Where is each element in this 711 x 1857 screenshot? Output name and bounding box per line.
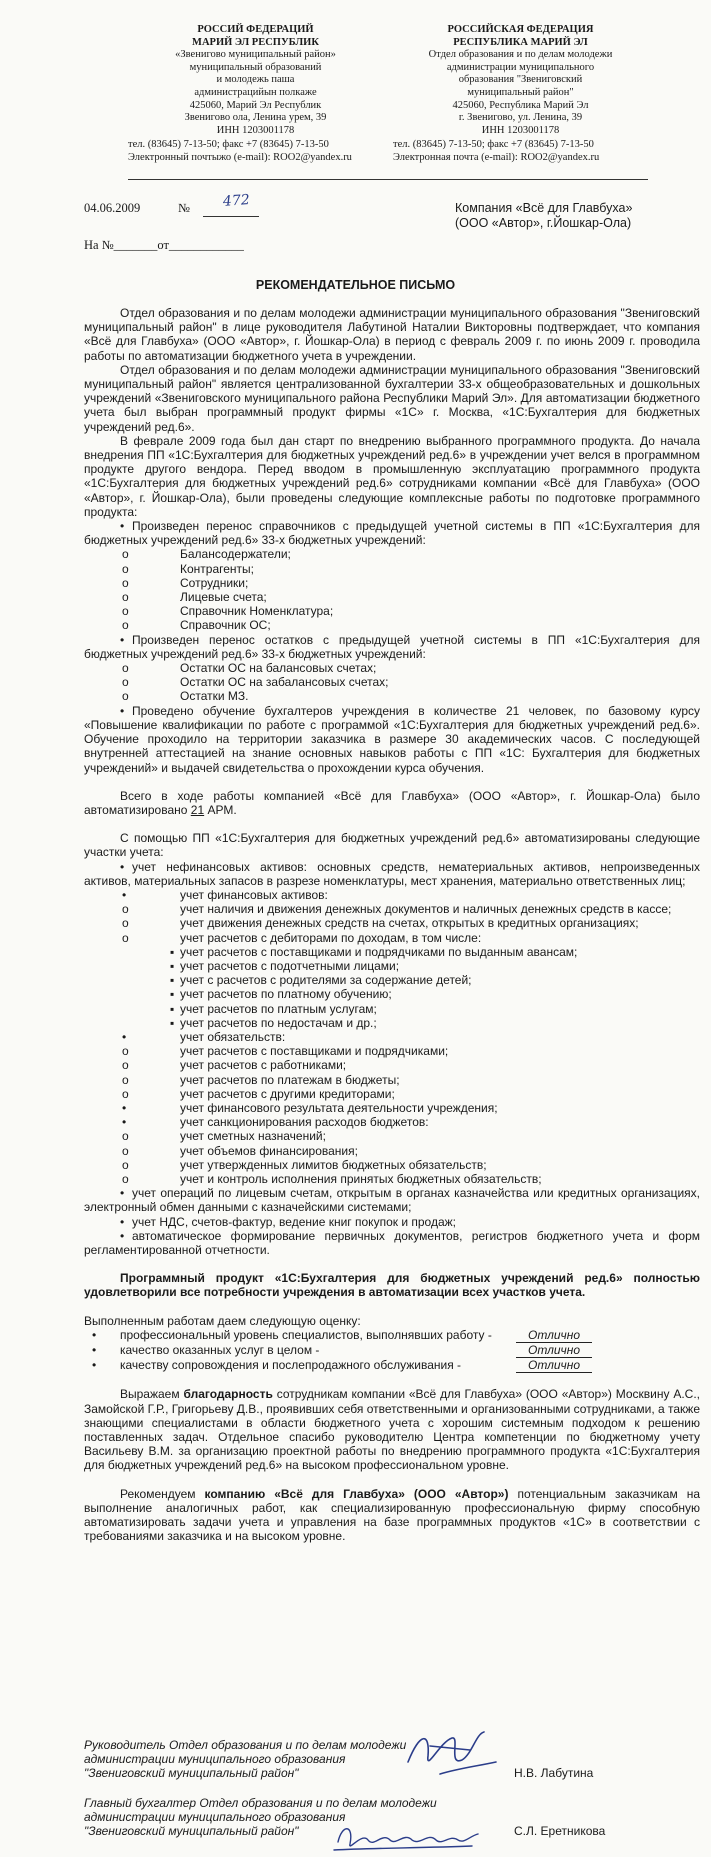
work-subitem-text: Сотрудники; (180, 575, 249, 590)
spacer (84, 1473, 700, 1487)
letterhead-left-line: администрацийын полкаже (194, 86, 317, 98)
rating-row (84, 1343, 700, 1358)
recipient-line-2: (ООО «Автор», г.Йошкар-Ола) (455, 216, 632, 230)
letterhead-left-line: ИНН 1203001178 (216, 124, 295, 136)
spacer (84, 1257, 700, 1271)
automated-area-item (84, 1030, 700, 1044)
automated-area-item (84, 860, 700, 888)
letterhead-right-line: ИНН 1203001178 (481, 124, 560, 136)
work-subitem (84, 547, 700, 561)
work-item (84, 633, 700, 661)
automated-area-text: учет расчетов по платным услугам; (180, 1001, 377, 1016)
signature-accountant-line-3: "Звениговский муниципальный район" (84, 1824, 299, 1839)
square-bullet-icon: ▪ (170, 944, 175, 959)
bullet-icon: • (92, 1343, 97, 1358)
work-item (84, 704, 700, 775)
work-subitem-text: Справочник ОС; (180, 618, 271, 633)
number-label: № (178, 201, 190, 215)
spacer (84, 817, 700, 831)
spacer (84, 1373, 700, 1387)
bullet-icon: • (120, 519, 125, 534)
circle-bullet-icon: o (122, 561, 129, 576)
rating-value: Отлично (516, 1358, 592, 1373)
rating-label (84, 1328, 510, 1343)
automated-area-item (84, 1101, 700, 1115)
square-bullet-icon: ▪ (170, 973, 175, 988)
recipient-block (455, 201, 632, 231)
automated-area-text: учет операций по лицевым счетам, открытым в органах казначейства или кредитных организациях, электронный обмен данными с казначейскими системами; (84, 1186, 700, 1215)
circle-bullet-icon: o (122, 1157, 129, 1172)
work-subitem-text: Лицевые счета; (180, 590, 267, 605)
bullet-icon: • (120, 1214, 125, 1229)
circle-bullet-icon: o (122, 1044, 129, 1059)
letterhead-right-phone: тел. (83645) 7-13-50; факс +7 (83645) 7-13-50 (393, 139, 594, 151)
circle-bullet-icon: o (122, 590, 129, 605)
recommend-bold: компанию «Всё для Главбуха» (ООО «Автор») (204, 1486, 509, 1501)
work-subitem-text: Остатки ОС на балансовых счетах; (180, 661, 377, 676)
signature-director-line-2: администрации муниципального образования (84, 1752, 346, 1767)
circle-bullet-icon: o (122, 1171, 129, 1186)
thanks-post: сотрудникам компании «Всё для Главбуха» (ООО «Автор») Москвину А.С., Замойской Г.Р., Григорьеву Д.В., проявивших себя ответственными и организованными сотрудниками, а также знающими специалистами в области бюджетного учета с хорошим системным подходом к решению поставленных задач. Отдельное спасибо руководителю Центра компетенции по бюджетному учету Васильеву В.М. за организацию проектной работы по внедрению программного продукта «1С:Бухгалтерия для бюджетных учреждений ред.6» на высоком профессиональном уровне. (84, 1387, 701, 1473)
letterhead-left-lines (128, 24, 383, 137)
work-subitem-text: Контрагенты; (180, 561, 255, 576)
work-subitem-text: Справочник Номенклатура; (180, 604, 334, 619)
circle-bullet-icon: o (122, 675, 129, 690)
automated-area-text: учет сметных назначений; (180, 1129, 326, 1144)
automated-area-item (84, 1044, 700, 1058)
rating-label-text: профессиональный уровень специалистов, выполнявших работу - (120, 1327, 492, 1342)
bullet-icon: • (122, 1029, 127, 1044)
work-item-text: Проведено обучение бухгалтеров учреждения в количестве 21 человек, по базовому курсу «Повышение квалификации по работе с программой «1С:Бухгалтерия для бюджетных учреждений ред.6». Обучение проходило на территории заказчика в размере 30 академических часов. С последующей внутренней аттестацией на знание основных навыков работы с ПП «1С: Бухгалтерия для бюджетных учреждений» и выдачей свидетельства о прохождении курса обучения. (84, 703, 700, 775)
automated-area-item (84, 931, 700, 945)
bullet-icon: • (122, 1115, 127, 1130)
circle-bullet-icon: o (122, 689, 129, 704)
rating-label-text: качество оказанных услуг в целом - (120, 1343, 320, 1358)
letterhead-right-line: администрации муниципального (446, 61, 595, 73)
letterhead-left-line: и молодежь паша (216, 74, 295, 86)
automated-area-text: учет санкционирования расходов бюджетов: (180, 1115, 429, 1130)
total-count: 21 (190, 802, 205, 817)
work-subitem (84, 618, 700, 632)
rating-label (84, 1358, 510, 1373)
paragraph-intro-3: В феврале 2009 года был дан старт по внедрению выбранного программного продукта. До начала внедрения ПП «1С:Бухгалтерия для бюджетных учреждений ред.6» в учреждении учет велся в программном продукте другого вендора. Перед вводом в промышленную эксплуатацию программного продукта «1С:Бухгалтерия для бюджетных учреждений ред.6» сотрудниками компании «Всё для Главбуха» (ООО «Автор», г. Йошкар-Ола), были проведены следующие комплексные работы по подготовке программного продукта: (84, 433, 700, 519)
handwritten-signature-accountant (332, 1818, 482, 1856)
automated-area-item (84, 1186, 700, 1214)
automated-area-text: учет с расчетов с родителями за содержание детей; (180, 973, 472, 988)
letterhead-left-line: Звенигово ола, Ленина урем, 39 (184, 112, 327, 124)
automated-area-text: учет движения денежных средств на счетах, открытых в кредитных организациях; (180, 916, 639, 931)
automated-area-item (84, 1144, 700, 1158)
paragraph-auto-intro: С помощью ПП «1С:Бухгалтерия для бюджетных учреждений ред.6» автоматизированы следующие участки учета: (84, 831, 700, 860)
recommend-pre: Рекомендуем (120, 1486, 205, 1501)
square-bullet-icon: ▪ (170, 1015, 175, 1030)
circle-bullet-icon: o (122, 575, 129, 590)
automated-area-text: учет расчетов с поставщиками и подрядчиками по выданным авансам; (180, 944, 578, 959)
bullet-icon: • (120, 859, 125, 874)
bullet-icon: • (92, 1327, 97, 1342)
automated-area-text: учет расчетов с поставщиками и подрядчиками; (180, 1044, 449, 1059)
letterhead-left-line: РОССИЙ ФЕДЕРАЦИЙ (197, 24, 314, 35)
circle-bullet-icon: o (122, 547, 129, 562)
letterhead-left-email: Электронный почтыжо (e-mail): ROO2@yandex.ru (128, 151, 352, 163)
bullet-icon: • (120, 1186, 125, 1201)
circle-bullet-icon: o (122, 1058, 129, 1073)
circle-bullet-icon: o (122, 930, 129, 945)
works-list (84, 519, 700, 775)
automated-area-item (84, 1172, 700, 1186)
letterhead-divider (128, 179, 648, 180)
automated-area-text: учет расчетов с другими кредиторами; (180, 1086, 395, 1101)
spacer (84, 1300, 700, 1314)
circle-bullet-icon: o (122, 604, 129, 619)
work-subitem (84, 604, 700, 618)
signature-director-line-1: Руководитель Отдел образования и по делам молодежи (84, 1738, 407, 1752)
signature-director-line-3: "Звениговский муниципальный район" (84, 1766, 299, 1781)
automated-area-item (84, 1087, 700, 1101)
letterhead-right-line: 425060, Республика Марий Эл (452, 99, 589, 111)
work-subitem-text: Остатки ОС на забалансовых счетах; (180, 675, 389, 690)
letterhead-left-phone: тел. (83645) 7-13-50; факс +7 (83645) 7-13-50 (128, 139, 329, 151)
automated-area-text: учет расчетов по платному обучению; (180, 987, 392, 1002)
automated-area-text: учет НДС, счетов-фактур, ведение книг покупок и продаж; (132, 1214, 456, 1229)
automated-area-item (84, 1229, 700, 1257)
rating-value: Отлично (516, 1343, 592, 1358)
letterhead-right-line: РЕСПУБЛИКА МАРИЙ ЭЛ (453, 36, 588, 48)
letter-body (84, 306, 700, 1543)
square-bullet-icon: ▪ (170, 1001, 175, 1016)
paragraph-conclusion: Программный продукт «1С:Бухгалтерия для бюджетных учреждений ред.6» полностью удовлетворили все потребности учреждения в автоматизации всех участков учета. (84, 1271, 700, 1300)
automated-area-text: учет нефинансовых активов: основных средств, нематериальных активов, непроизведенных активов, материальных запасов в разрезе номенклатуры, мест хранения, материально ответственных лиц; (84, 859, 700, 888)
circle-bullet-icon: o (122, 1129, 129, 1144)
automated-area-item (84, 888, 700, 902)
letterhead-right-line: образования "Звениговский (458, 74, 583, 86)
thanks-pre: Выражаем (120, 1387, 184, 1402)
signature-director (84, 1738, 704, 1781)
paragraph-recommend (84, 1487, 700, 1544)
automated-area-item (84, 1215, 700, 1229)
letterhead-right (393, 24, 648, 165)
bullet-icon: • (122, 887, 127, 902)
letterhead-left-line: «Звенигово муниципальный район» (175, 49, 336, 61)
automated-area-item (84, 1129, 700, 1143)
paragraph-intro-2: Отдел образования и по делам молодежи администрации муниципального образования "Звениговский муниципальный район" является централизованной бухгалтерии 33-х общеобразовательных и дошкольных учреждений «Звениговского муниципального района Республики Марий Эл». Для автоматизации бюджетного учета был выбран программный продукт фирмы «1С» г. Москва, «1С:Бухгалтерия для бюджетных учреждений ред.6». (84, 362, 700, 434)
recommend-post: потенциальным заказчикам на выполнение аналогичных работ, как специализированную профессиональную фирму способную автоматизировать задачи учета и управления на базе программных продуктов «1С» в соответствии с требованиями заказчика и на высоком уровне. (84, 1486, 700, 1544)
thanks-bold: благодарность (183, 1387, 273, 1402)
square-bullet-icon: ▪ (170, 987, 175, 1002)
automated-area-item (84, 1016, 700, 1030)
signature-accountant-name: С.Л. Еретникова (514, 1824, 606, 1838)
automated-area-item (84, 973, 700, 987)
automated-area-text: учет обязательств: (180, 1029, 286, 1044)
document-title: РЕКОМЕНДАТЕЛЬНОЕ ПИСЬМО (255, 278, 456, 292)
bullet-icon: • (120, 632, 125, 647)
automated-area-text: учет финансовых активов: (180, 887, 328, 902)
automated-area-text: учет расчетов по недостачам и др.; (180, 1015, 377, 1030)
paragraph-intro-1: Отдел образования и по делам молодежи администрации муниципального образования "Звениговский муниципальный район" в лице руководителя Лабутиной Наталии Викторовны подтверждает, что компания «Всё для Главбуха» (ООО «Автор», г. Йошкар-Ола) в период с февраль 2009 г. по июнь 2009 г. проводила работы по автоматизации бюджетного учета в учреждении. (84, 306, 700, 363)
automated-area-text: учет наличия и движения денежных документов и наличных денежных средств в кассе; (180, 902, 672, 917)
letterhead-right-email: Электронная почта (e-mail): ROO2@yandex.ru (393, 151, 600, 163)
reference-line: На №_______от____________ (84, 238, 244, 252)
work-item (84, 519, 700, 547)
letterhead-left-line: МАРИЙ ЭЛ РЕСПУБЛИК (192, 36, 319, 48)
letter-date: 04.06.2009 (84, 201, 141, 215)
automated-area-text: учет расчетов с дебиторами по доходам, в том числе: (180, 930, 482, 945)
rating-row (84, 1328, 700, 1343)
automated-area-text: учет расчетов по платежам в бюджеты; (180, 1072, 400, 1087)
circle-bullet-icon: o (122, 1143, 129, 1158)
letterhead-right-line: муниципальный район" (467, 86, 574, 98)
signature-accountant-line-2: администрации муниципального образования (84, 1810, 346, 1825)
bullet-icon: • (120, 703, 125, 718)
circle-bullet-icon: o (122, 902, 129, 917)
signature-accountant-line-1: Главный бухгалтер Отдел образования и по делам молодежи (84, 1796, 437, 1810)
circle-bullet-icon: o (122, 661, 129, 676)
work-subitem (84, 689, 700, 703)
letterhead-right-lines (393, 24, 648, 137)
letterhead-left-line: 425060, Марий Эл Республик (189, 99, 322, 111)
square-bullet-icon: ▪ (170, 958, 175, 973)
work-item-text: Произведен перенос остатков с предыдущей учетной системы в ПП «1С:Бухгалтерия для бюджетных учреждений ред.6» 33-х бюджетных учреждений: (84, 632, 700, 661)
automated-area-text: учет утвержденных лимитов бюджетных обязательств; (180, 1157, 487, 1172)
bullet-icon: • (122, 1100, 127, 1115)
registration-underline (203, 216, 259, 217)
paragraph-thanks (84, 1387, 700, 1472)
automated-area-text: автоматическое формирование первичных документов, регистров бюджетного учета и форм регламентированной отчетности. (84, 1228, 700, 1257)
rating-intro: Выполненным работам даем следующую оценку: (84, 1313, 361, 1328)
work-subitem-text: Остатки МЗ. (180, 689, 249, 704)
letterhead (128, 24, 648, 165)
automated-area-text: учет расчетов с работниками; (180, 1058, 347, 1073)
circle-bullet-icon: o (122, 1086, 129, 1101)
automated-area-item (84, 945, 700, 959)
total-text-before: Всего в ходе работы компанией «Всё для Главбуха» (ООО «Автор», г. Йошкар-Ола) было автоматизировано (84, 788, 700, 817)
rating-value: Отлично (516, 1328, 592, 1343)
automated-areas-list (84, 860, 700, 1258)
rating-row (84, 1358, 700, 1373)
work-subitem (84, 675, 700, 689)
work-subitem (84, 590, 700, 604)
circle-bullet-icon: o (122, 1072, 129, 1087)
letterhead-right-line: Отдел образования и по делам молодежи (428, 49, 613, 61)
work-item-text: Произведен перенос справочников с предыдущей учетной системы в ПП «1С:Бухгалтерия для бюджетных учреждений ред.6» 33-х бюджетных учреждений: (84, 519, 700, 548)
automated-area-text: учет расчетов с подотчетными лицами; (180, 958, 400, 973)
work-subitem (84, 576, 700, 590)
letterhead-right-line: РОССИЙСКАЯ ФЕДЕРАЦИЯ (447, 24, 594, 35)
automated-area-item (84, 1002, 700, 1016)
circle-bullet-icon: o (122, 916, 129, 931)
letterhead-left (128, 24, 383, 165)
recipient-line-1: Компания «Всё для Главбуха» (455, 201, 633, 215)
automated-area-text: учет объемов финансирования; (180, 1143, 358, 1158)
automated-area-item (84, 1073, 700, 1087)
signature-director-name: Н.В. Лабутина (514, 1766, 594, 1780)
bullet-icon: • (92, 1358, 97, 1373)
automated-area-text: учет финансового результата деятельности учреждения; (180, 1100, 498, 1115)
automated-area-item (84, 1058, 700, 1072)
ratings-list (84, 1328, 700, 1374)
rating-label (84, 1343, 510, 1358)
automated-area-item (84, 1115, 700, 1129)
circle-bullet-icon: o (122, 618, 129, 633)
bullet-icon: • (120, 1228, 125, 1243)
letterhead-left-line: муниципальный образований (189, 61, 322, 73)
spacer (84, 775, 700, 789)
automated-area-item (84, 902, 700, 916)
automated-area-text: учет и контроль исполнения принятых бюджетных обязательств; (180, 1171, 542, 1186)
letterhead-right-line: г. Звенигово, ул. Ленина, 39 (458, 112, 583, 124)
automated-area-item (84, 1158, 700, 1172)
work-subitem (84, 562, 700, 576)
automated-area-item (84, 987, 700, 1001)
work-subitem-text: Балансодержатели; (180, 547, 291, 562)
automated-area-item (84, 916, 700, 930)
rating-label-text: качеству сопровождения и послепродажного обслуживания - (120, 1358, 462, 1373)
work-subitem (84, 661, 700, 675)
paragraph-total (84, 789, 700, 817)
total-text-after: АРМ. (204, 802, 237, 817)
handwritten-signature-director (400, 1722, 500, 1786)
registration-number: 472 (222, 192, 251, 210)
automated-area-item (84, 959, 700, 973)
